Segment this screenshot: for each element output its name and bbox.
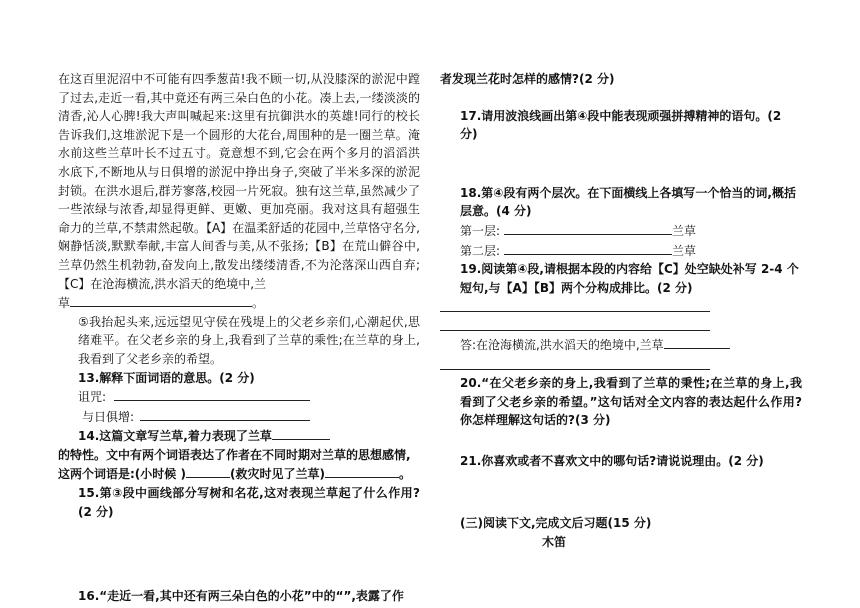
answer-blank[interactable]: [140, 407, 310, 421]
article-title: 木笛: [542, 534, 567, 549]
passage-paragraph-4-end: 草 。: [58, 293, 420, 313]
question-19: 19.阅读第④段,请根据本段的内容给【C】处空缺处补写 2-4 个短句,与【A】【B】两个分构成排比。(2 分): [460, 262, 799, 295]
answer-blank[interactable]: [325, 464, 399, 478]
question-20: 20.“在父老乡亲的身上,我看到了兰草的秉性;在兰草的身上,我看到了父老乡亲的希望。”这句话对全文内容的表达起什么作用?你怎样理解这句话的?(3 分): [460, 375, 802, 428]
question-17: 17.请用波浪线画出第④段中能表现顽强拼搏精神的语句。(2 分): [460, 108, 782, 142]
answer-line[interactable]: [440, 355, 710, 370]
question-15: 15.第③段中画线部分写树和名花,这对表现兰草起了什么作用?(2 分): [78, 486, 420, 519]
question-16-cont: 者发现兰花时怎样的感情?(2 分): [440, 72, 615, 86]
answer-line[interactable]: [440, 297, 710, 312]
answer-blank[interactable]: [504, 241, 672, 255]
passage-paragraph-4: 在这百里泥沼中不可能有四季葱苗!我不顾一切,从没膝深的淤泥中蹚了过去,走近一看,其中竟还有两三朵白色的小花。凑上去,一缕淡淡的清香,沁人心脾!我大声叫喊起来:这里有抗御洪水的英雄!同行的校长告诉我们,这堆淤泥下是一个圆形的大花台,周围种的是一圈兰草。淹水前这些兰草叶长不过五寸。竟意想不到,它会在两个多月的滔滔洪水底下,不断地从与日俱增的淤泥中挣出身子,突破了半米多深的淤泥封锁。在洪水退后,群芳寥落,校园一片死寂。独有这兰草,虽然减少了一些浓绿与浓香,却显得更鲜、更嫩、更加亮丽。我对这具有超强生命力的兰草,不禁肃然起敬。【A】在温柔舒适的花园中,兰草恪守名分,娴静恬淡,默默奉献,丰富人间香与美,从不张扬;【B】在荒山僻谷中,兰草仍然生机勃勃,奋发向上,散发出缕缕清香,不为沦落深山西自弃;【C】在沧海横流,洪水滔天的绝境中,兰: [58, 72, 420, 291]
answer-line[interactable]: [440, 316, 710, 331]
question-13-item-a: 诅咒:: [58, 387, 420, 407]
section-3-heading: (三)阅读下文,完成文后习题(15 分): [460, 516, 652, 531]
answer-blank[interactable]: [70, 293, 252, 307]
question-18: 18.第④段有两个层次。在下面横线上各填写一个恰当的词,概括层意。(4 分): [460, 185, 796, 219]
question-18-layer-2: 第二层: 兰草: [440, 241, 802, 261]
answer-blank[interactable]: [504, 221, 672, 235]
question-13-item-b: 与日俱增:: [58, 407, 420, 427]
question-14: 14.这篇文章写兰草,着力表现了兰草: [58, 426, 420, 446]
answer-blank[interactable]: [186, 464, 230, 478]
question-16: 16.“走近一看,其中还有两三朵白色的小花”中的“”,表露了作: [78, 589, 404, 604]
question-21: 21.你喜欢或者不喜欢文中的哪句话?请说说理由。(2 分): [460, 453, 764, 468]
question-19-answer: 答:在沧海横流,洪水滔天的绝境中,兰草: [440, 335, 802, 355]
question-14-cont: 的特性。文中有两个词语表达了作者在不同时期对兰草的思想感情,这两个词语是:(小时候 ) (救灾时见了兰草) 。: [58, 447, 411, 482]
answer-blank[interactable]: [114, 387, 310, 401]
right-column: [440, 70, 802, 552]
answer-blank[interactable]: [272, 426, 330, 440]
question-13: 13.解释下面词语的意思。(2 分): [78, 370, 255, 385]
left-column: [58, 70, 420, 606]
passage-paragraph-5: ⑤我抬起头来,远远望见守侯在残堤上的父老乡亲们,心潮起伏,思绪难平。在父老乡亲的身上,我看到了兰草的乘性;在兰草的身上,我看到了父老乡亲的希望。: [78, 314, 420, 366]
answer-blank[interactable]: [664, 335, 730, 349]
question-18-layer-1: 第一层: 兰草: [440, 221, 802, 241]
